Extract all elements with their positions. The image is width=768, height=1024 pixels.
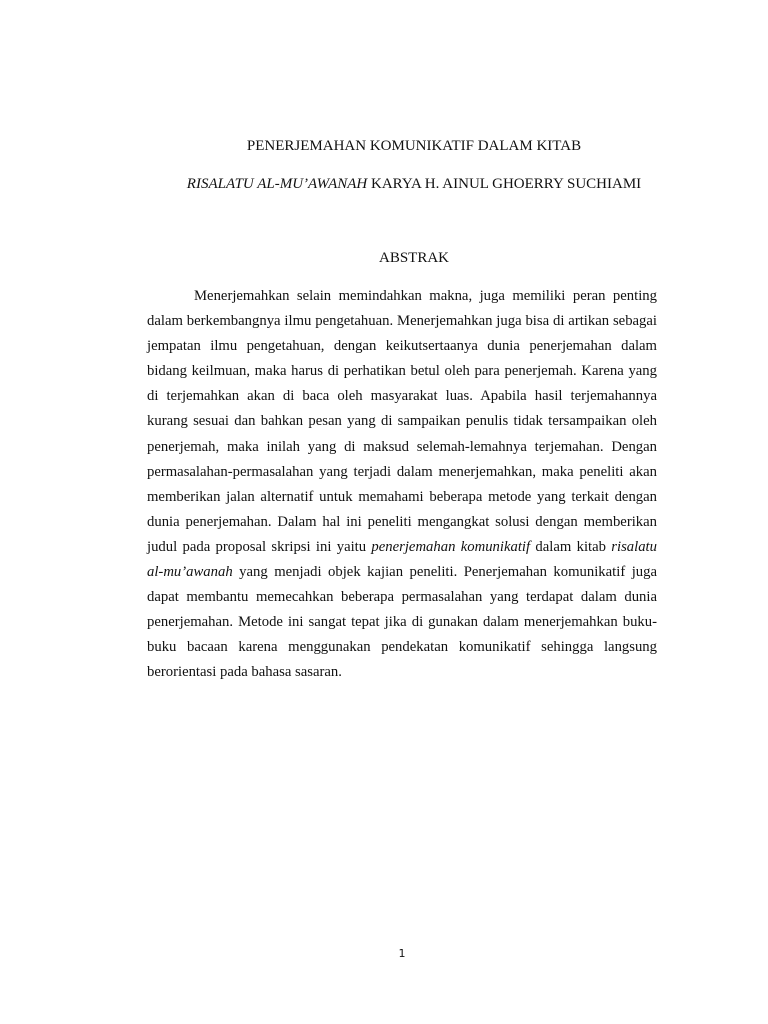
abstract-paragraph bbox=[147, 284, 657, 686]
page-number: 1 bbox=[398, 947, 406, 960]
title-author-text: KARYA H. AINUL GHOERRY SUCHIAMI bbox=[367, 176, 642, 192]
abstract-italic-term-1: penerjemahan komunikatif bbox=[371, 538, 531, 555]
title-line-1: PENERJEMAHAN KOMUNIKATIF DALAM KITAB bbox=[246, 138, 582, 154]
abstract-text-part-2: dalam kitab bbox=[530, 538, 612, 555]
abstract-italic-term-2: risalatu al-mu’awanah bbox=[147, 538, 657, 581]
kitab-title-italic: RISALATU AL-MU’AWANAH bbox=[186, 176, 368, 192]
title-line-2 bbox=[0, 175, 768, 193]
abstract-text-part-1: Menerjemahkan selain memindahkan makna, juga memiliki peran penting dalam berkembangnya ilmu pengetahuan. Menerjemahkan juga bisa di artikan sebagai jempatan ilmu pengetahuan, dengan keikutsertaanya dunia penerjemahan dalam bidang keilmuan, maka harus di perhatikan betul oleh para penerjemah. Karena yang di terjemahkan akan di baca oleh masyarakat luas. Apabila hasil terjemahannya kurang sesuai dan bahkan pesan yang di sampaikan penulis tidak tersampaikan oleh penerjemah, maka inilah yang di maksud selemah-lemahnya terjemahan. Dengan permasalahan-permasalahan yang terjadi dalam menerjemahkan, maka peneliti akan memberikan jalan alternatif untuk memahami beberapa metode yang terkait dengan dunia penerjemahan. Dalam hal ini peneliti mengangkat solusi dengan memberikan judul pada proposal skripsi ini yaitu bbox=[147, 288, 657, 555]
abstract-heading: ABSTRAK bbox=[378, 250, 449, 266]
abstract-text-part-3: yang menjadi objek kajian peneliti. Penerjemahan komunikatif juga dapat membantu memecahkan beberapa permasalahan yang terdapat dalam dunia penerjemahan. Metode ini sangat tepat jika di gunakan dalam menerjemahkan buku-buku bacaan karena menggunakan pendekatan komunikatif sehingga langsung berorientasi pada bahasa sasaran. bbox=[147, 564, 657, 681]
